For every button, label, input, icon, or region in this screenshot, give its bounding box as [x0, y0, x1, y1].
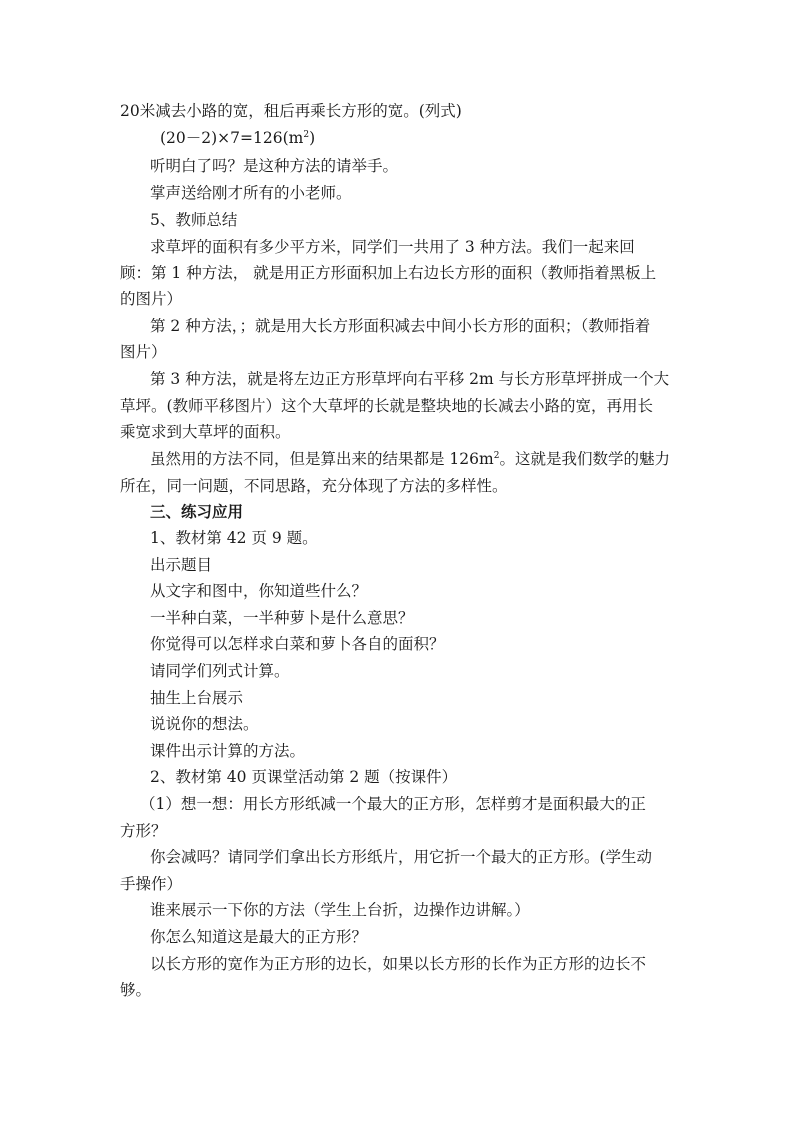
- text-line: 抽生上台展示: [150, 689, 244, 707]
- text-line: 出示题目: [150, 556, 213, 574]
- text-line: 草坪。(教师平移图片）这个大草坪的长就是整块地的长减去小路的宽，再用长: [120, 397, 654, 415]
- section-heading: 5、教师总结: [150, 211, 238, 229]
- text-line: 你觉得可以怎样求白菜和萝卜各自的面积？: [150, 635, 445, 653]
- text-line: 20米减去小路的宽，租后再乘长方形的宽。(列式): [120, 102, 462, 120]
- superscript: 2: [493, 451, 500, 461]
- superscript: 2: [303, 130, 310, 140]
- text-line: 请同学们列式计算。: [150, 662, 290, 680]
- text-line: 你怎么知道这是最大的正方形？: [150, 928, 368, 946]
- text-line: 掌声送给刚才所有的小老师。: [150, 184, 352, 202]
- text-line: 一半种白菜，一半种萝卜是什么意思？: [150, 609, 414, 627]
- text-line: 从文字和图中，你知道些什么？: [150, 582, 368, 600]
- text-line: 够。: [120, 981, 152, 999]
- text-line: 说说你的想法。: [150, 715, 259, 733]
- text-line: 的图片）: [120, 290, 183, 308]
- text-line: 方形？: [120, 822, 167, 840]
- text-segment: 。这就是我们数学的魅力: [499, 450, 670, 468]
- text-line: 1、教材第 42 页 9 题。: [150, 529, 318, 547]
- text-line: 第 3 种方法，就是将左边正方形草坪向右平移 2m 与长方形草坪拼成一个大: [150, 370, 670, 388]
- text-line: 谁来展示一下你的方法（学生上台折，边操作边讲解。）: [150, 901, 530, 919]
- text-line: 图片）: [120, 343, 167, 361]
- formula-text: ): [309, 129, 316, 147]
- text-line: 你会减吗？请同学们拿出长方形纸片，用它折一个最大的正方形。(学生动: [150, 848, 653, 866]
- formula-text: (20－2)×7=126(m: [160, 129, 304, 147]
- text-segment: 虽然用的方法不同，但是算出来的结果都是 126m: [150, 450, 494, 468]
- text-line: 顾：第 1 种方法， 就是用正方形面积加上右边长方形的面积（教师指着黑板上: [120, 264, 657, 282]
- text-line: （1）想一想：用长方形纸减一个最大的正方形，怎样剪才是面积最大的正: [140, 795, 646, 813]
- text-line: 乘宽求到大草坪的面积。: [120, 423, 291, 441]
- text-line: 课件出示计算的方法。: [150, 742, 306, 760]
- text-line: 所在，同一问题，不同思路，充分体现了方法的多样性。: [120, 477, 508, 495]
- text-line: [150, 449, 670, 469]
- text-line: 手操作）: [120, 875, 183, 893]
- text-line: 2、教材第 40 页课堂活动第 2 题（按课件）: [150, 768, 458, 786]
- section-heading: 三、练习应用: [150, 502, 244, 521]
- text-line: 以长方形的宽作为正方形的边长，如果以长方形的长作为正方形的边长不: [150, 955, 647, 973]
- text-line: 求草坪的面积有多少平方米，同学们一共用了 3 种方法。我们一起来回: [150, 238, 635, 256]
- text-line: 第 2 种方法，；就是用大长方形面积减去中间小长方形的面积；（教师指着: [150, 317, 651, 335]
- formula-line: [160, 128, 315, 148]
- text-line: 听明白了吗？是这种方法的请举手。: [150, 157, 399, 175]
